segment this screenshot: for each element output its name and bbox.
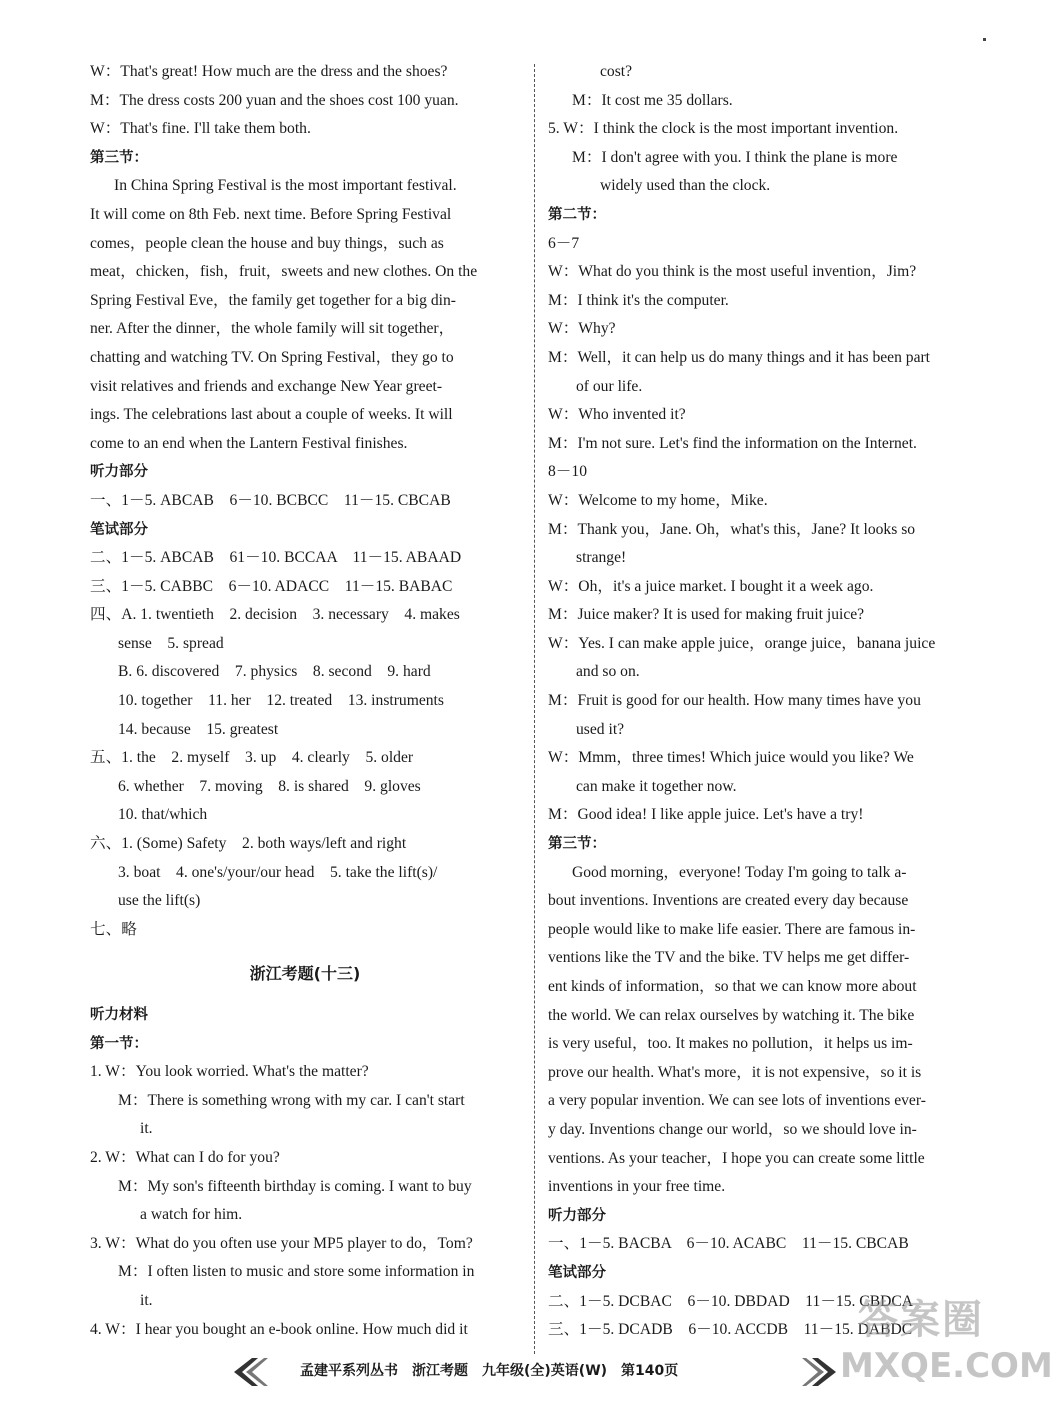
answer-line: 五、1. the 2. myself 3. up 4. clearly 5. older	[90, 749, 414, 767]
paragraph-line: In China Spring Festival is the most important festival.	[114, 177, 457, 195]
chevron-left-icon	[230, 1356, 270, 1388]
dialog-line: used it?	[576, 720, 625, 738]
paragraph-line: people would like to make life easier. There are famous in-	[548, 920, 916, 938]
paragraph-line: y day. Inventions change our world，so we should love in-	[548, 1120, 917, 1138]
answer-line: 6. whether 7. moving 8. is shared 9. gloves	[118, 777, 421, 795]
answer-line: 10. that/which	[118, 806, 208, 824]
answer-line: 14. because 15. greatest	[118, 720, 279, 738]
dialog-line: W：Mmm，three times! Which juice would you like? We	[548, 749, 914, 767]
dialog-line: 4. W：I hear you bought an e-book online. How much did it	[90, 1320, 468, 1338]
left-column	[90, 58, 520, 1344]
dialog-line: W：What do you think is the most useful invention，Jim?	[548, 263, 917, 281]
dialog-line: M：It cost me 35 dollars.	[572, 91, 733, 109]
watermark-logo	[818, 1288, 1053, 1398]
dialog-line: it.	[140, 1120, 153, 1138]
paragraph-line: ventions like the TV and the bike. TV helps me get differ-	[548, 949, 910, 967]
column-divider	[534, 64, 535, 1354]
answer-line: 一、1－5. BACBA 6－10. ACABC 11－15. CBCAB	[548, 1235, 909, 1253]
answer-line: B. 6. discovered 7. physics 8. second 9. hard	[118, 663, 431, 681]
dialog-line: M：Juice maker? It is used for making fruit juice?	[548, 606, 865, 624]
watermark-cn: 答案圈	[858, 1297, 984, 1343]
written-part-label: 笔试部分	[548, 1264, 606, 1281]
dialog-line: M：My son's fifteenth birthday is coming. I want to buy	[118, 1177, 472, 1195]
dialog-line: M：I'm not sure. Let's find the information on the Internet.	[548, 434, 917, 452]
section-label: 第二节：	[548, 206, 606, 223]
answer-line: 四、A. 1. twentieth 2. decision 3. necessary 4. makes	[90, 606, 460, 624]
listening-part-label: 听力部分	[548, 1207, 606, 1224]
range-label: 8－10	[548, 463, 587, 481]
dialog-line: W：Welcome to my home，Mike.	[548, 491, 768, 509]
paragraph-line: bout inventions. Inventions are created every day because	[548, 892, 909, 910]
section-label: 第三节：	[548, 836, 606, 853]
dialog-line: of our life.	[576, 377, 643, 395]
watermark-en: MXQE.COM	[840, 1346, 1053, 1386]
answer-line: 二、1－5. ABCAB 61－10. BCCAA 11－15. ABAAD	[90, 549, 462, 567]
dialog-line: 2. W：What can I do for you?	[90, 1148, 280, 1166]
dialog-line: W：Who invented it?	[548, 406, 686, 424]
dialog-line: cost?	[600, 63, 633, 80]
dialog-line: W：Yes. I can make apple juice，orange juice，banana juice	[548, 634, 936, 652]
paragraph-line: Good morning，everyone! Today I'm going to talk a-	[572, 863, 907, 881]
paragraph-line: come to an end when the Lantern Festival finishes.	[90, 434, 408, 452]
paragraph-line: is very useful，too. It makes no pollution，it helps us im-	[548, 1035, 913, 1053]
footer-text: 孟建平系列丛书 浙江考题 九年级(全)英语(W) 第140页	[300, 1363, 679, 1379]
paragraph-line: the world. We can relax ourselves by watching it. The bike	[548, 1006, 915, 1024]
listening-part-label: 听力部分	[90, 464, 148, 481]
dialog-line: W：That's great! How much are the dress and the shoes?	[90, 63, 448, 80]
paragraph-line: ent kinds of information，so that we can know more about	[548, 978, 917, 995]
dialog-line: M：I don't agree with you. I think the plane is more	[572, 148, 898, 166]
dialog-line: W：Why?	[548, 320, 616, 338]
dialog-line: W：That's fine. I'll take them both.	[90, 120, 311, 138]
dialog-line: M：Fruit is good for our health. How many times have you	[548, 692, 921, 710]
dialog-line: 5. W：I think the clock is the most important invention.	[548, 120, 899, 138]
paragraph-line: Spring Festival Eve，the family get together for a big din-	[90, 291, 456, 309]
answer-line: 六、1. (Some) Safety 2. both ways/left and right	[90, 835, 407, 853]
written-part-label: 笔试部分	[90, 521, 148, 538]
dialog-line: 1. W：You look worried. What's the matter?	[90, 1063, 369, 1081]
dialog-line: 3. W：What do you often use your MP5 player to do，Tom?	[90, 1234, 473, 1252]
paragraph-line: a very popular invention. We can see lots of inventions ever-	[548, 1092, 926, 1110]
dialog-line: M：Thank you，Jane. Oh，what's this，Jane? It looks so	[548, 520, 916, 538]
paragraph-line: ings. The celebrations last about a couple of weeks. It will	[90, 406, 453, 424]
corner-mark	[983, 38, 986, 41]
dialog-line: strange!	[576, 549, 627, 567]
paragraph-line: It will come on 8th Feb. next time. Before Spring Festival	[90, 205, 452, 223]
paragraph-line: chatting and watching TV. On Spring Festival，they go to	[90, 348, 454, 366]
answer-line: 二、1－5. DCBAC 6－10. DBDAD 11－15. CBDCA	[548, 1292, 914, 1310]
material-label: 听力材料	[90, 1007, 148, 1023]
answer-line: use the lift(s)	[118, 892, 201, 910]
paragraph-line: ventions. As your teacher，I hope you can create some little	[548, 1149, 925, 1167]
paragraph-line: visit relatives and friends and exchange New Year greet-	[90, 377, 443, 395]
exam-title: 浙江考题(十三)	[249, 964, 361, 984]
answer-line: 七、略	[90, 920, 137, 938]
dialog-line: M：I think it's the computer.	[548, 291, 729, 309]
answer-line: 三、1－5. CABBC 6－10. ADACC 11－15. BABAC	[90, 577, 453, 595]
dialog-line: M：Well，it can help us do many things and it has been part	[548, 348, 931, 366]
dialog-line: can make it together now.	[576, 777, 737, 795]
paragraph-line: inventions in your free time.	[548, 1178, 726, 1196]
dialog-line: M：The dress costs 200 yuan and the shoes cost 100 yuan.	[90, 91, 459, 109]
dialog-line: widely used than the clock.	[600, 177, 771, 195]
dialog-line: a watch for him.	[140, 1206, 243, 1224]
dialog-line: M：There is something wrong with my car. I can't start	[118, 1091, 465, 1109]
answer-line: 10. together 11. her 12. treated 13. instruments	[118, 692, 444, 710]
dialog-line: M：Good idea! I like apple juice. Let's have a try!	[548, 806, 864, 824]
right-column	[548, 58, 976, 1345]
answer-line: 三、1－5. DCADB 6－10. ACCDB 11－15. DABDC	[548, 1321, 913, 1339]
dialog-line: and so on.	[576, 663, 640, 681]
answer-line: 一、1－5. ABCAB 6－10. BCBCC 11－15. CBCAB	[90, 491, 451, 509]
paragraph-line: ner. After the dinner，the whole family will sit together，	[90, 320, 455, 338]
range-label: 6－7	[548, 234, 580, 252]
dialog-line: it.	[140, 1291, 153, 1309]
dialog-line: M：I often listen to music and store some information in	[118, 1263, 475, 1281]
paragraph-line: comes，people clean the house and buy things，such as	[90, 234, 444, 252]
section-label: 第一节：	[90, 1035, 148, 1052]
answer-line: 3. boat 4. one's/your/our head 5. take the lift(s)/	[118, 863, 438, 881]
section-label: 第三节：	[90, 149, 148, 166]
dialog-line: W：Oh，it's a juice market. I bought it a week ago.	[548, 577, 874, 595]
paragraph-line: prove our health. What's more，it is not expensive，so it is	[548, 1063, 922, 1081]
answer-line: sense 5. spread	[118, 634, 224, 652]
paragraph-line: meat，chicken，fish，fruit，sweets and new clothes. On the	[90, 263, 478, 281]
